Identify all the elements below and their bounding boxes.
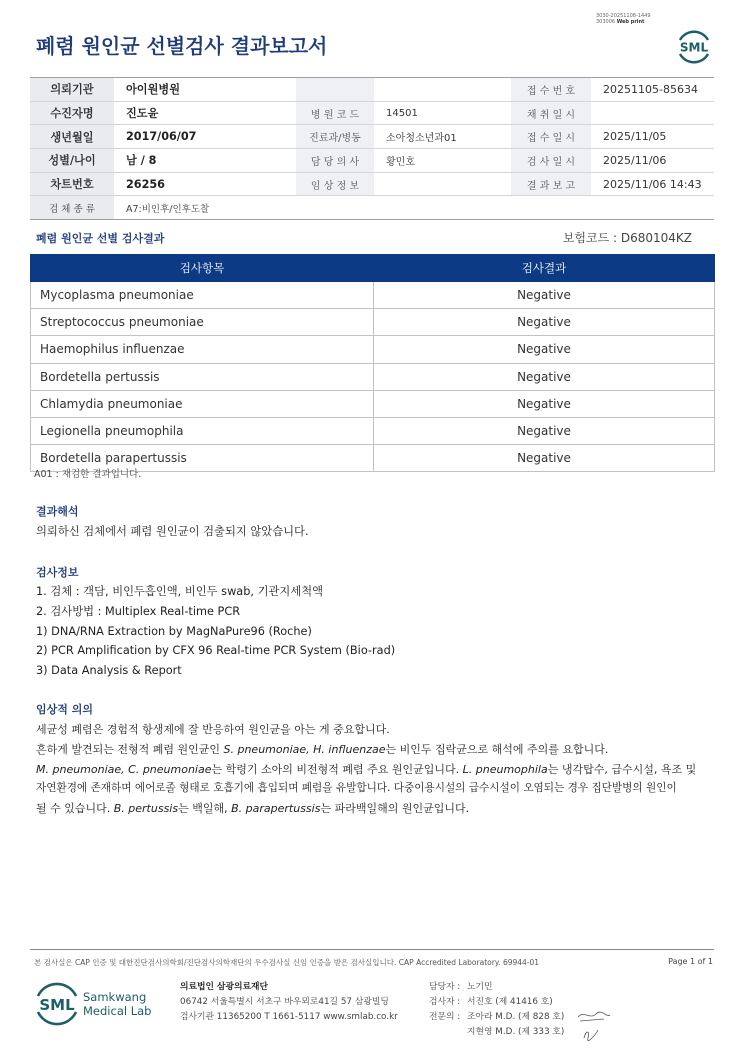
sml-logo-mark-icon [36, 978, 156, 1030]
label-sex-age: 성별/나이 [30, 149, 114, 173]
label-specimen-type: 검 체 종 류 [30, 196, 114, 220]
value-empty [374, 78, 511, 102]
label-report-date: 결 과 보 고 [511, 172, 591, 196]
table-row [31, 309, 715, 336]
section-title: 폐렴 원인균 선별 검사결과 [36, 232, 165, 245]
test-info-heading: 검사정보 [36, 566, 79, 579]
test-item: Bordetella pertussis [31, 363, 374, 390]
staff-row: 담당자 : 노기민 [429, 982, 493, 992]
test-item: Chlamydia pneumoniae [31, 390, 374, 417]
print-code: 3030-20251108-1449 303006 Web print [596, 13, 651, 25]
clinical-line: 될 수 있습니다. B. pertussis는 백일해, B. parapertussis는 파라백일해의 원인균입니다. [36, 802, 470, 816]
report-title: 폐렴 원인균 선별검사 결과보고서 [36, 34, 328, 58]
address-line: 06742 서울특별시 서초구 바우뫼로41길 57 삼광빌딩 [180, 997, 389, 1007]
label-collection-date: 채 취 일 시 [511, 101, 591, 125]
table-row [31, 390, 715, 417]
label-hospital-code: 병 원 코 드 [296, 101, 374, 125]
test-result: Negative [374, 390, 715, 417]
test-result: Negative [374, 363, 715, 390]
value-hospital-code: 14501 [374, 101, 511, 125]
label-patient-name: 수진자명 [30, 101, 114, 125]
label-clinical-info: 임 상 정 보 [296, 172, 374, 196]
value-chart-no: 26256 [114, 172, 296, 196]
value-receipt-date: 2025/11/05 [591, 125, 714, 149]
test-info-line: 3) Data Analysis & Report [36, 664, 182, 678]
insurance-code: 보험코드 : D680104KZ [562, 231, 692, 245]
label-test-date: 검 사 일 시 [511, 149, 591, 173]
label-birthdate: 생년월일 [30, 125, 114, 149]
info-row [30, 78, 714, 102]
clinical-text [36, 720, 726, 819]
table-row [31, 336, 715, 363]
label-receipt-date: 접 수 일 시 [511, 125, 591, 149]
staff-list [429, 980, 564, 1040]
test-item: Legionella pneumophila [31, 417, 374, 444]
header-test-result: 검사결과 [374, 255, 715, 282]
value-sex-age: 남 / 8 [114, 149, 296, 173]
label-receipt-no: 접 수 번 호 [511, 78, 591, 102]
clinical-heading: 임상적 의의 [36, 703, 93, 716]
contact-line: 검사기관 11365200 T 1661-5117 www.smlab.co.kr [180, 1012, 398, 1022]
sml-company-logo [36, 978, 156, 1030]
footer-divider [30, 949, 714, 950]
test-result: Negative [374, 445, 715, 472]
interpretation-heading: 결과해석 [36, 505, 79, 518]
value-doctor: 황민호 [374, 149, 511, 173]
test-info-line: 1) DNA/RNA Extraction by MagNaPure96 (Roche) [36, 624, 312, 638]
info-row [30, 125, 714, 149]
result-table [30, 254, 715, 472]
test-item: Haemophilus influenzae [31, 336, 374, 363]
value-test-date: 2025/11/06 [591, 149, 714, 173]
value-specimen-type: A7:비인후/인후도찰 [114, 196, 714, 220]
clinical-line: M. pneumoniae, C. pneumoniae는 학령기 소아의 비전형적 폐렴 주요 원인균입니다. L. pneumophila는 냉각탑수, 급수시설, 욕조 및 [36, 762, 697, 776]
sml-logo-icon [674, 26, 714, 66]
page-number: Page 1 of 1 [668, 957, 713, 966]
staff-row: 검사자 : 서진호 (제 41416 호) [429, 997, 553, 1007]
table-row [31, 417, 715, 444]
value-birthdate: 2017/06/07 [114, 125, 296, 149]
table-row [31, 363, 715, 390]
test-result: Negative [374, 336, 715, 363]
test-info-list [36, 582, 395, 681]
test-result: Negative [374, 417, 715, 444]
label-empty [296, 78, 374, 102]
test-item: Bordetella parapertussis [31, 445, 374, 472]
info-row [30, 149, 714, 173]
test-result: Negative [374, 282, 715, 309]
value-collection-date [591, 101, 714, 125]
test-info-line: 2) PCR Amplification by CFX 96 Real-time PCR System (Bio-rad) [36, 644, 396, 658]
test-info-line: 2. 검사방법 : Multiplex Real-time PCR [36, 604, 241, 618]
result-header-row [31, 255, 715, 282]
logo-text: SML [39, 996, 75, 1014]
info-row [30, 196, 714, 220]
staff-row: 지현영 M.D. (제 333 호) [467, 1027, 565, 1037]
value-requesting-org: 아이원병원 [114, 78, 296, 102]
patient-info-table [30, 77, 714, 220]
table-row [31, 282, 715, 309]
test-result: Negative [374, 309, 715, 336]
header-test-item: 검사항목 [31, 255, 374, 282]
org-address [180, 980, 398, 1025]
test-info-line: 1. 검체 : 객담, 비인두흡인액, 비인두 swab, 기관지세척액 [36, 585, 324, 598]
clinical-line: 자연환경에 존재하며 에어로졸 형태로 호흡기에 흡입되며 폐렴을 유발합니다. 다중이용시설의 급수시설이 오염되는 경우 집단발병의 원인이 [36, 782, 677, 795]
interpretation-text: 의뢰하신 검체에서 폐렴 원인균이 검출되지 않았습니다. [36, 525, 309, 538]
value-department: 소아청소년과01 [374, 125, 511, 149]
retest-note: A01 : 재검한 결과입니다. [34, 469, 142, 480]
org-name: 의료법인 삼광의료재단 [180, 982, 269, 992]
label-chart-no: 차트번호 [30, 172, 114, 196]
logo-name-line2: Medical Lab [83, 1004, 152, 1018]
value-patient-name: 진도윤 [114, 101, 296, 125]
info-row [30, 101, 714, 125]
info-row [30, 172, 714, 196]
clinical-line: 세균성 폐렴은 경험적 항생제에 잘 반응하여 원인균을 아는 게 중요합니다. [36, 723, 390, 736]
staff-row: 전문의 : 조아라 M.D. (제 828 호) [429, 1012, 565, 1022]
value-clinical-info [374, 172, 511, 196]
value-report-date: 2025/11/06 14:43 [591, 172, 714, 196]
label-doctor: 담 당 의 사 [296, 149, 374, 173]
test-item: Mycoplasma pneumoniae [31, 282, 374, 309]
test-item: Streptococcus pneumoniae [31, 309, 374, 336]
logo-name-line1: Samkwang [83, 990, 147, 1004]
clinical-line: 흔하게 발견되는 전형적 폐렴 원인균인 S. pneumoniae, H. influenzae는 비인두 집락균으로 해석에 주의를 요합니다. [36, 742, 609, 756]
svg-text:SML: SML [679, 40, 709, 55]
signature-icon [576, 1008, 612, 1042]
label-department: 진료과/병동 [296, 125, 374, 149]
accreditation-note: 본 검사실은 CAP 인증 및 대한진단검사의학회/진단검사의학재단의 우수검사실 신임 인증을 받은 검사실입니다. CAP Accredited Laboratory. 69944-01 [34, 958, 540, 967]
value-receipt-no: 20251105-85634 [591, 78, 714, 102]
label-requesting-org: 의뢰기관 [30, 78, 114, 102]
